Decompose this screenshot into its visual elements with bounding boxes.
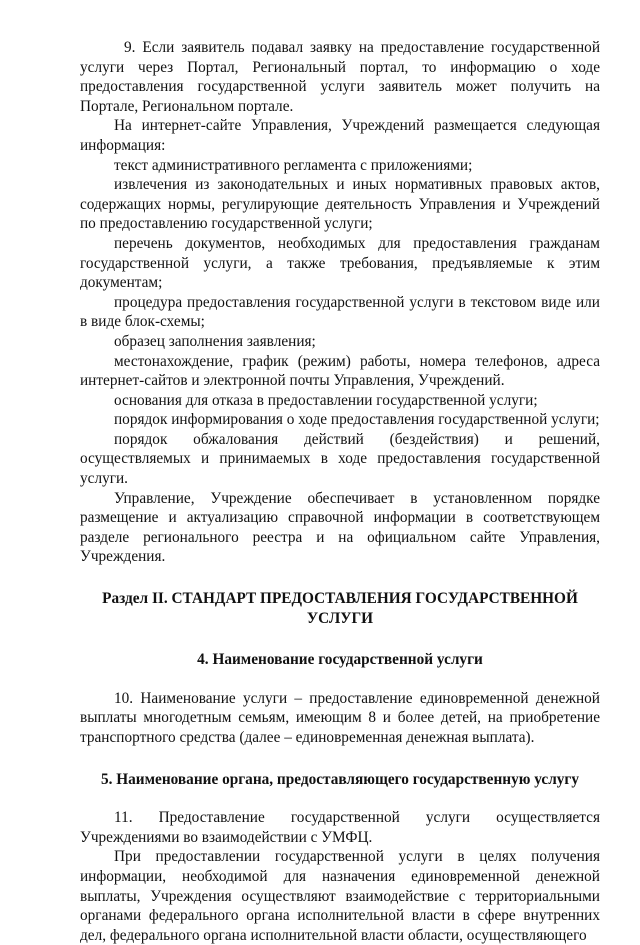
list-item-sample-form: образец заполнения заявления;	[114, 332, 316, 350]
paragraph-11-interaction: При предоставлении государственной услуги в целях получения информации, необходимой для назначения единовременной денежной выплаты, Учреждения осуществляют взаимодействие с территориальными органами федерального органа исполнительной власти в сфере внутренних дел, федерального органа исполнительной власти области, осуществляющего	[80, 848, 600, 944]
list-item-legal-extracts: извлечения из законодательных и иных нормативных правовых актов, содержащих нормы, регулирующие деятельность Управления и Учреждений по предоставлению государственной услуги;	[80, 176, 600, 233]
list-item-procedure: процедура предоставления государственной услуги в текстовом виде или в виде блок-схемы;	[80, 293, 600, 331]
list-item-appeal-procedure: порядок обжалования действий (бездействия) и решений, осуществляемых и принимаемых в ходе предоставления государственной услуги.	[80, 430, 600, 488]
paragraph-reference-info: Управление, Учреждение обеспечивает в установленном порядке размещение и актуализацию справочной информации в соответствующем разделе регионального реестра и на официальном сайте Управления, Учреждения.	[80, 489, 600, 566]
list-item-location-schedule: местонахождение, график (режим) работы, номера телефонов, адреса интернет-сайтов и электронной почты Управления, Учреждений.	[80, 352, 600, 390]
section-heading: Раздел II. СТАНДАРТ ПРЕДОСТАВЛЕНИЯ ГОСУДАРСТВЕННОЙ УСЛУГИ	[102, 590, 578, 627]
heading-service-provider: 5. Наименование органа, предоставляющего государственную услугу	[100, 770, 580, 788]
list-item-informing-procedure: порядок информирования о ходе предоставления государственной услуги;	[114, 411, 600, 429]
paragraph-10: 10. Наименование услуги – предоставление единовременной денежной выплаты многодетным семьям, имеющим 8 и более детей, на приобретение транспортного средства (далее – единовременная денежная выплата).	[80, 689, 600, 746]
paragraph-info-intro: На интернет-сайте Управления, Учреждений размещается следующая информация:	[80, 117, 600, 154]
paragraph-11: 11. Предоставление государственной услуги осуществляется Учреждениями во взаимодействии с УМФЦ.	[80, 809, 600, 846]
paragraph-9: 9. Если заявитель подавал заявку на предоставление государственной услуги через Портал, Региональный портал, то информацию о ходе предоставления государственной услуги заявитель может получить на Портале, Региональном портале.	[80, 39, 600, 115]
list-item-refusal-grounds: основания для отказа в предоставлении государственной услуги;	[114, 391, 538, 409]
heading-service-name: 4. Наименование государственной услуги	[197, 651, 483, 669]
list-item-regulation-text: текст административного регламента с приложениями;	[114, 156, 473, 174]
list-item-documents-list: перечень документов, необходимых для предоставления гражданам государственной услуги, а также требования, предъявляемые к этим документам;	[80, 234, 600, 292]
